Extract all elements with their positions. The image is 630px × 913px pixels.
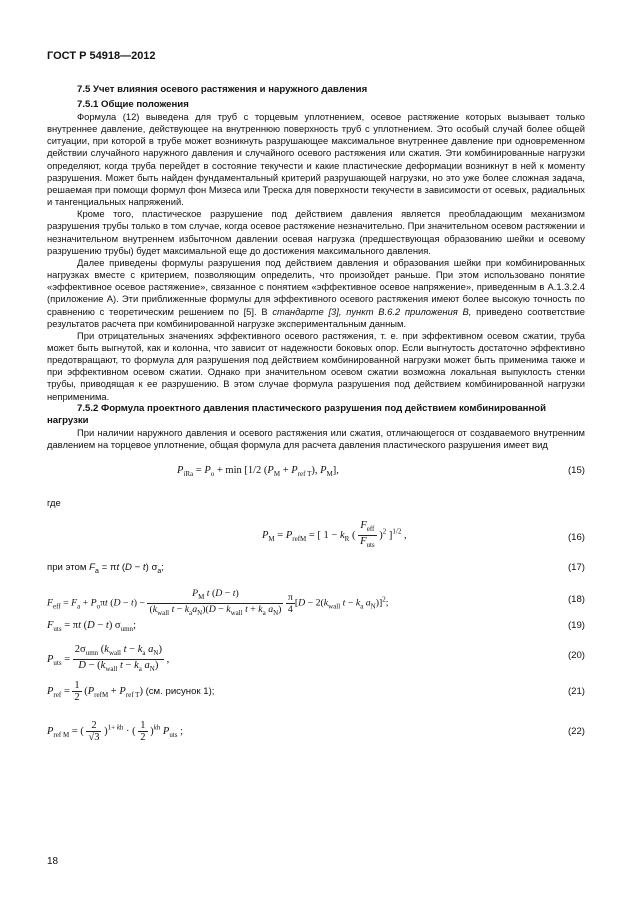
page-content bbox=[47, 84, 585, 748]
equation-22-body: $P_{ref M}$ = ( $\frac{2}{√3}$ )$^{1+ kh}$ · ( $\frac{1}{2}$ )$^{kh}$ $P_{uts}$ ; bbox=[47, 720, 184, 744]
section-title: 7.5 Учет влияния осевого растяжения и наружного давления bbox=[77, 84, 368, 95]
equation-21-number: (21) bbox=[567, 686, 585, 698]
equation-17-body: при этом $F_a = \pi t$ (D − t) $\sigma_a$; bbox=[47, 562, 164, 575]
paragraph-3-text-a: Далее приведены формулы разрушения под действием давления и образования шейки при комбинированных нагрузках вместе с критерием, позволяющим определить, что произойдет раньше. При этом использовано понятие «эффективное осевое растяжение», связанное с понятием «эффективное осевое напряжение», приведенным в А.1.3.2.4 (приложение А). Эти приближенные формулы для эффективного осевого растяжения имеют более высокую точность по сравнению с теоретическим решением по [5]. В bbox=[47, 256, 585, 317]
equation-21 bbox=[47, 678, 585, 708]
equation-18 bbox=[47, 586, 585, 616]
equation-19-number: (19) bbox=[567, 620, 585, 632]
equation-17-lead: при этом bbox=[47, 562, 87, 574]
equation-20-number: (20) bbox=[567, 650, 585, 662]
paragraph-3-italic: стандарте [3], пункт В.6.2 приложения В, bbox=[272, 305, 472, 317]
equation-20 bbox=[47, 642, 585, 672]
equation-17-number: (17) bbox=[567, 562, 585, 574]
where-label: где bbox=[47, 497, 61, 509]
document-header: ГОСТ Р 54918—2012 bbox=[47, 50, 156, 62]
subsection-title-752: 7.5.2 Формула проектного давления пластического разрушения под действием комбинированной нагрузки bbox=[47, 402, 547, 426]
paragraph-1: Формула (12) выведена для труб с торцевым уплотнением, осевое растяжение которых вызывает только внутреннее давление, действующее на внутреннюю поверхность труб с уплотнением. Это особый случай более общей ситуации, при которой в трубе может возникнуть разрушающее максимальное внутреннее давление при одновременном действии случайного наружного давления и случайного осевого растяжения или сжатия. Эти комбинированные нагрузки определяют, когда труба перейдет в состояние текучести и какие пластические деформации возникнут в ней к моменту разрушения. Может быть найден фундаментальный критерий разрушающей нагрузки, но это уже более сложная задача, решаемая при помощи формул фон Мизеса или Треска для поверхности текучести в зависимости от осевых, радиальных и тангенциальных напряжений. bbox=[47, 111, 585, 208]
paragraph-3 bbox=[47, 257, 585, 330]
equation-18-body: $F_{eff} = F_a + P_o\pi t$ (D − t) − $\frac{P_M t (D - t)}{(k_{wall} t - k_aa_N)(D - k_{wall} t + k_a a_N)}$ $\frac{\pi}{4}$ [$D - 2(k_{wall}$ $t - k_a$ $a_N)]^2$; bbox=[47, 588, 389, 617]
equation-21-body: $P_{ref}$ = $\frac{1}{2}$ $(P_{refM} + P_{ref T})$ (см. рисунок 1); bbox=[47, 680, 215, 704]
paragraph-5: При наличии наружного давления и осевого растяжения или сжатия, отличающегося от создаваемого внутренним давлением на торцевое уплотнение, общая формула для расчета давления пластического разрушения имеет вид bbox=[47, 426, 585, 450]
equation-22 bbox=[47, 714, 585, 748]
equation-15-number: (15) bbox=[567, 465, 585, 477]
paragraph-2: Кроме того, пластическое разрушение под действием давления является преобладающим механизмом разрушения трубы только в том случае, когда осевое растяжение незначительно. При значительном осевом растяжении и незначительном внутреннем избыточном давлении осевая нагрузка (предшествующая образованию шейки и осевому разрушению трубы) будет максимальной еще до достижения максимального давления. bbox=[47, 208, 585, 256]
equation-18-number: (18) bbox=[567, 594, 585, 606]
page-number: 18 bbox=[47, 856, 59, 867]
equation-16 bbox=[47, 512, 585, 554]
equation-19-body: $F_{uts} = \pi t$ (D − t) $\sigma_{umn}$; bbox=[47, 620, 136, 634]
equation-21-note: (см. рисунок 1); bbox=[145, 685, 215, 697]
equation-16-number: (16) bbox=[567, 532, 585, 544]
paragraph-3-text-b: приведено соответствие результатов расчета при комбинированной нагрузке экспериментальным данным. bbox=[47, 305, 586, 329]
subsection-title-751: 7.5.1 Общие положения bbox=[77, 99, 189, 110]
equation-16-body: $P_M = P_{refM}$ = [ $1 - k_R$ ( $\frac{F_{eff}}{F_{uts}}$ )$^2$ ]$^{1/2}$ , bbox=[262, 520, 407, 550]
equation-17 bbox=[47, 560, 585, 580]
equation-19 bbox=[47, 618, 585, 638]
equation-15-body: $P_{iRa} = P_o + \min [1/2$ $(P_M + P_{ref T})$, $P_M$], bbox=[177, 465, 339, 479]
equation-15 bbox=[47, 463, 585, 483]
equation-20-body: $P_{uts}$ = $\frac{2\sigma_{umn} (k_{wall} t - k_a a_N)}{D - (k_{wall} t - k_a a_N)}$ , bbox=[47, 644, 170, 674]
paragraph-4: При отрицательных значениях эффективного осевого растяжения, т. е. при эффективном осевом сжатии, труба может быть выгнутой, как и колонна, что зависит от надежности боковых опор. Если выгнутость достаточно эффективно предотвращают, то формула для разрушения под действием комбинированной нагрузки может быть применима также и при эффективном осевом сжатии. Однако при значительном осевом сжатии возможна локальная выпуклость стенки трубы, приводящая к ее разрушению. В этом случае формула разрушения под действием комбинированной нагрузки неприменима. bbox=[47, 329, 585, 402]
equation-22-number: (22) bbox=[567, 726, 585, 738]
